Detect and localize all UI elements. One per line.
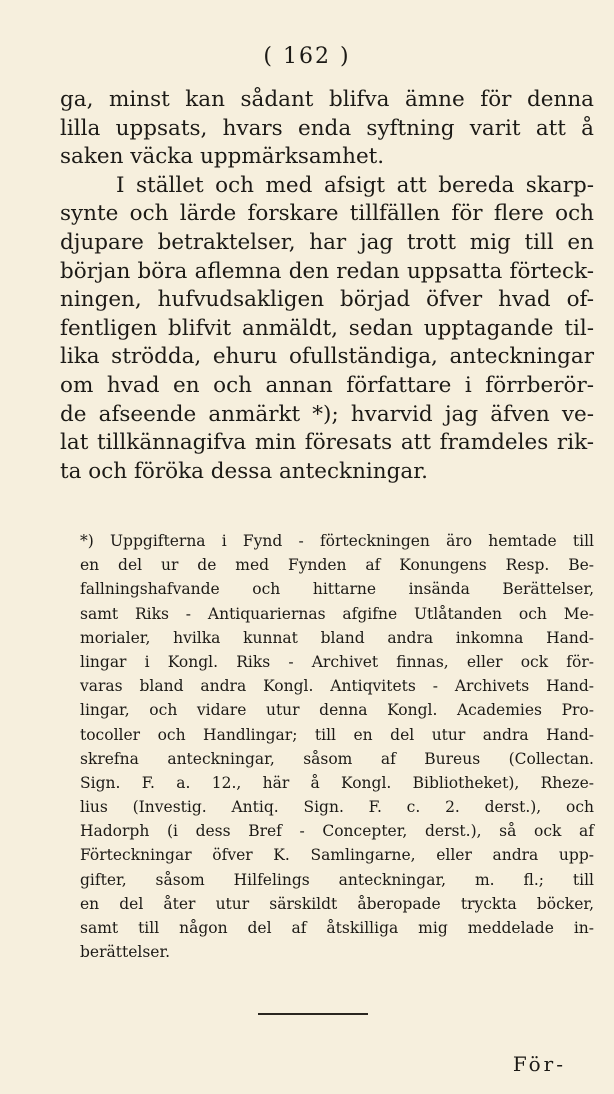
main-text (60, 86, 594, 486)
footnote-line: Sign. F. a. 12., här å Kongl. Bibliotheket), Rheze- (80, 773, 594, 792)
footnote-line: Hadorph (i dess Bref - Concepter, derst.), så ock af (80, 822, 594, 841)
text-line: lilla uppsats, hvars enda syftning varit att å (60, 115, 594, 141)
text-line: I stället och med afsigt att bereda skarp- (116, 172, 594, 198)
footnote-line: *) Uppgifterna i Fynd - förteckningen äro hemtade till (80, 532, 594, 550)
footnote-line: samt Riks - Antiquariernas afgifne Utlåtanden och Me- (80, 604, 594, 623)
text-line: om hvad en och annan författare i förrberör- (60, 372, 594, 398)
footnote-line: lingar, och vidare utur denna Kongl. Academies Pro- (80, 701, 594, 720)
footnote-line: lingar i Kongl. Riks - Archivet finnas, eller ock för- (80, 652, 594, 671)
footnote-line: gifter, såsom Hilfelings anteckningar, m. fl.; till (80, 870, 594, 889)
page-number: ( 162 ) (263, 44, 351, 69)
text-line: ningen, hufvudsakligen börjad öfver hvad of- (60, 287, 594, 313)
text-line: lika strödda, ehuru ofullständiga, anteckningar (60, 344, 594, 370)
text-line: lat tillkännagifva min föresats att framdeles rik- (60, 430, 594, 456)
footnote (60, 529, 594, 964)
text-line: de afseende anmärkt *); hvarvid jag äfven ve- (60, 401, 594, 427)
text-line: början böra aflemna den redan uppsatta förteck- (60, 258, 594, 284)
footnote-line: skrefna anteckningar, såsom af Bureus (Collectan. (80, 749, 594, 768)
catchword: För- (512, 1052, 566, 1076)
footnote-line: fallningshafvande och hittarne insända Berättelser, (80, 580, 594, 599)
section-rule (258, 1013, 368, 1015)
footnote-line: morialer, hvilka kunnat bland andra inkomna Hand- (80, 628, 594, 647)
text-line: djupare betraktelser, har jag trott mig till en (60, 229, 594, 255)
footnote-line: en del ur de med Fynden af Konungens Resp. Be- (80, 556, 594, 575)
footnote-line: samt till någon del af åtskilliga mig meddelade in- (80, 919, 594, 937)
footnote-line: berättelser. (80, 943, 171, 962)
footnote-line: tocoller och Handlingar; till en del utur andra Hand- (80, 725, 594, 744)
footnote-line: lius (Investig. Antiq. Sign. F. c. 2. derst.), och (80, 798, 594, 817)
text-line: synte och lärde forskare tillfällen för flere och (60, 201, 594, 227)
text-line: fentligen blifvit anmäldt, sedan upptagande til- (60, 315, 594, 341)
text-line: ga, minst kan sådant blifva ämne för denna (60, 87, 594, 112)
footnote-line: varas bland andra Kongl. Antiqvitets - Archivets Hand- (80, 677, 594, 696)
footnote-line: en del åter utur särskildt åberopade tryckta böcker, (80, 894, 594, 913)
footnote-line: Förteckningar öfver K. Samlingarne, eller andra upp- (80, 846, 594, 865)
text-line: ta och föröka dessa anteckningar. (60, 458, 428, 484)
text-line: saken väcka uppmärksamhet. (60, 144, 385, 170)
